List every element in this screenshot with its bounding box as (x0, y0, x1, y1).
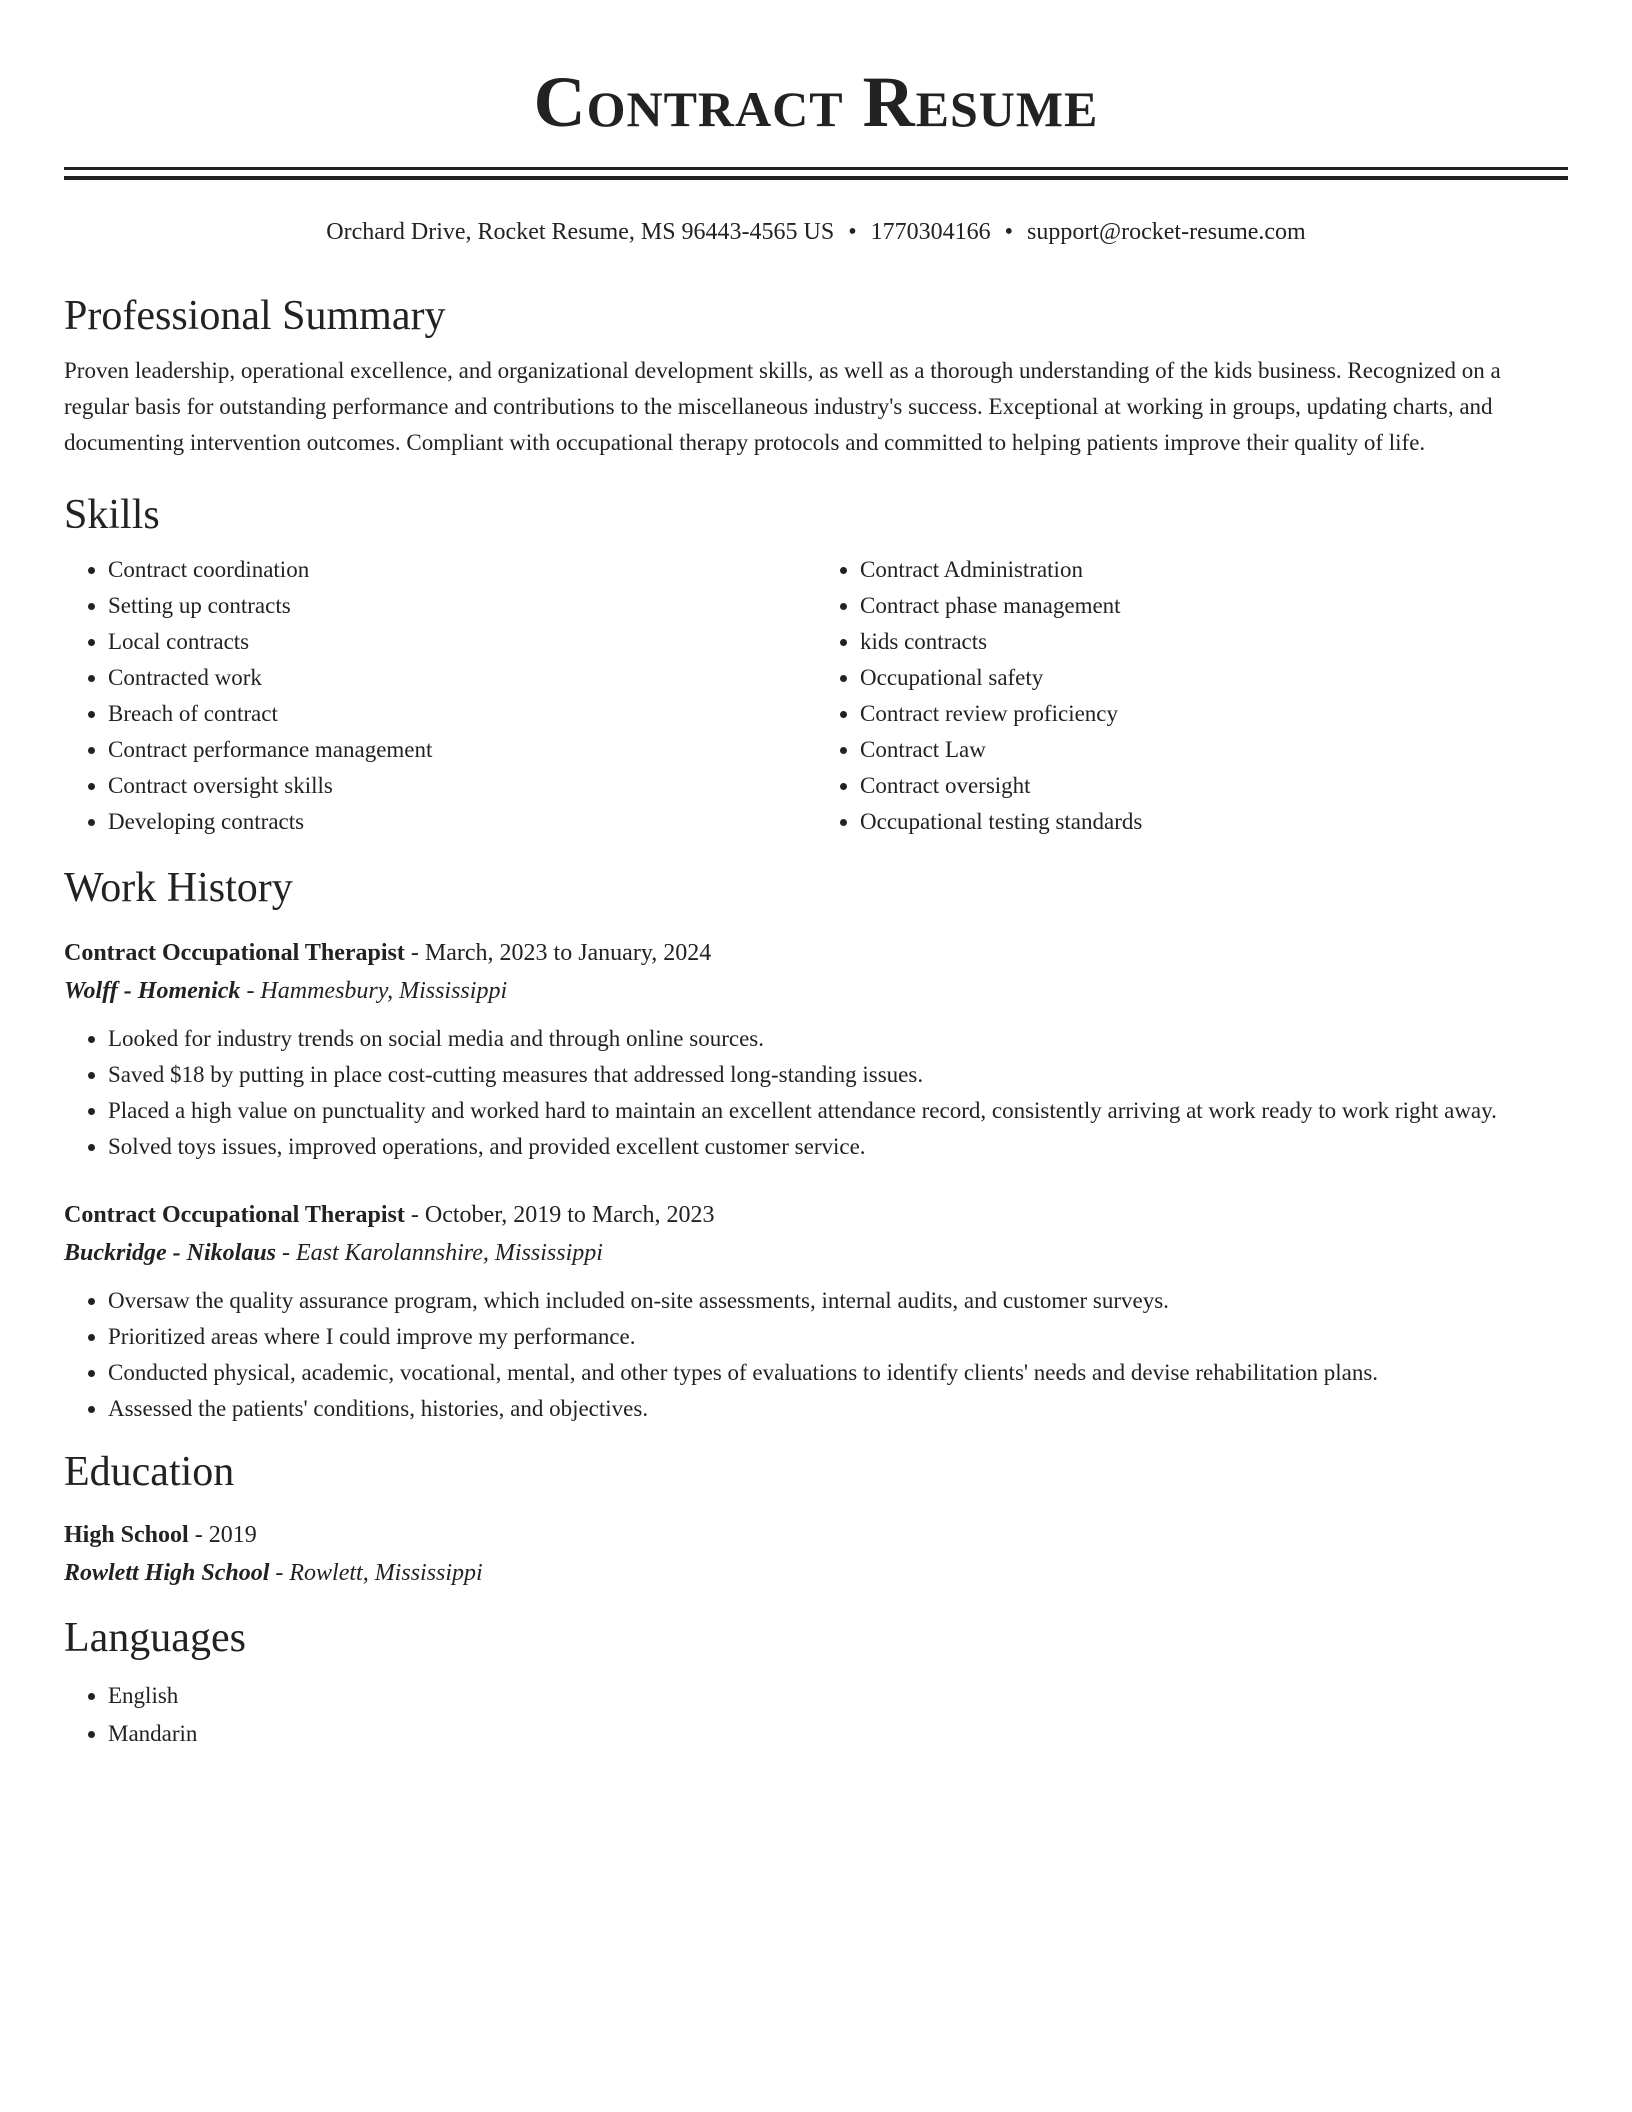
job-bullets (64, 1283, 1568, 1427)
summary-heading: Professional Summary (64, 293, 446, 339)
education-school: Rowlett High School (64, 1560, 270, 1586)
job-bullet: • Looked for industry trends on social media and through online sources. (108, 1021, 1568, 1057)
job-bullet: • Conducted physical, academic, vocational, mental, and other types of evaluations to identify clients' needs and devise rehabilitation plans. (108, 1355, 1568, 1391)
work-history-heading: Work History (64, 865, 293, 911)
job-title: Contract Occupational Therapist (64, 940, 405, 966)
job-bullet: • Placed a high value on punctuality and worked hard to maintain an excellent attendance record, consistently arriving at work ready to work right away. (108, 1093, 1568, 1129)
education-degree-line (64, 1517, 1568, 1553)
header-divider-top (64, 167, 1568, 170)
contact-line (64, 217, 1568, 247)
job-location: - Hammesbury, Mississippi (240, 978, 508, 1004)
summary-text: Proven leadership, operational excellence, and organizational development skills, as well as a thorough understanding of the kids business. Recognized on a regular basis for outstanding performance and contributions to the miscellaneous industry's success. Exceptional at working in groups, updating charts, and documenting intervention outcomes. Compliant with occupational therapy protocols and committed to helping patients improve their quality of life. (64, 358, 1501, 455)
skill-item: • Contract Law (860, 732, 1568, 768)
job-entry (64, 1197, 1568, 1427)
header-divider-bottom (64, 176, 1568, 180)
skill-item: • Setting up contracts (108, 588, 816, 624)
skills-list-left (64, 552, 816, 840)
job-bullet: • Saved $18 by putting in place cost-cutting measures that addressed long-standing issues. (108, 1057, 1568, 1093)
job-company-line (64, 971, 1568, 1011)
skill-item: • Contract review proficiency (860, 696, 1568, 732)
education-year: - 2019 (188, 1522, 257, 1548)
job-bullet: • Prioritized areas where I could improve my performance. (108, 1319, 1568, 1355)
job-company-line (64, 1233, 1568, 1273)
job-company: Buckridge - Nikolaus (64, 1240, 277, 1266)
contact-separator: • (848, 219, 857, 245)
skill-item: • Occupational testing standards (860, 804, 1568, 840)
education-heading: Education (64, 1449, 235, 1495)
skill-item: • Contract Administration (860, 552, 1568, 588)
job-dates: - March, 2023 to January, 2024 (404, 940, 712, 966)
education-location: - Rowlett, Mississippi (269, 1560, 483, 1586)
skill-item: • Breach of contract (108, 696, 816, 732)
job-location: - East Karolannshire, Mississippi (276, 1240, 603, 1266)
contact-address: Orchard Drive, Rocket Resume, MS 96443-4565 US (326, 219, 835, 245)
job-entry (64, 935, 1568, 1165)
skill-item: • Contract oversight (860, 768, 1568, 804)
job-bullets (64, 1021, 1568, 1165)
education-school-line (64, 1553, 1568, 1593)
education-degree: High School (64, 1522, 189, 1548)
skill-item: • kids contracts (860, 624, 1568, 660)
skill-item: • Contract performance management (108, 732, 816, 768)
job-bullet: • Solved toys issues, improved operations, and provided excellent customer service. (108, 1129, 1568, 1165)
skills-columns (64, 552, 1568, 840)
skills-heading: Skills (64, 492, 160, 538)
skill-item: • Local contracts (108, 624, 816, 660)
job-title-line (64, 935, 1568, 971)
skill-item: • Contracted work (108, 660, 816, 696)
job-bullet: • Assessed the patients' conditions, histories, and objectives. (108, 1391, 1568, 1427)
job-company: Wolff - Homenick (64, 978, 241, 1004)
contact-email: support@rocket-resume.com (1027, 219, 1306, 245)
language-item: • Mandarin (108, 1715, 1568, 1753)
skill-item: • Contract coordination (108, 552, 816, 588)
skill-item: • Contract phase management (860, 588, 1568, 624)
skill-item: • Occupational safety (860, 660, 1568, 696)
language-item: • English (108, 1677, 1568, 1715)
languages-heading: Languages (64, 1615, 246, 1661)
skill-item: • Contract oversight skills (108, 768, 816, 804)
resume-title: Contract Resume (533, 62, 1099, 142)
contact-separator: • (1004, 219, 1014, 245)
job-title: Contract Occupational Therapist (64, 1202, 405, 1228)
contact-phone: 1770304166 (870, 219, 991, 245)
skills-list-right (816, 552, 1568, 840)
skill-item: • Developing contracts (108, 804, 816, 840)
job-dates: - October, 2019 to March, 2023 (404, 1202, 715, 1228)
job-bullet: • Oversaw the quality assurance program, which included on-site assessments, internal audits, and customer surveys. (108, 1283, 1568, 1319)
languages-list (64, 1677, 1568, 1753)
job-title-line (64, 1197, 1568, 1233)
